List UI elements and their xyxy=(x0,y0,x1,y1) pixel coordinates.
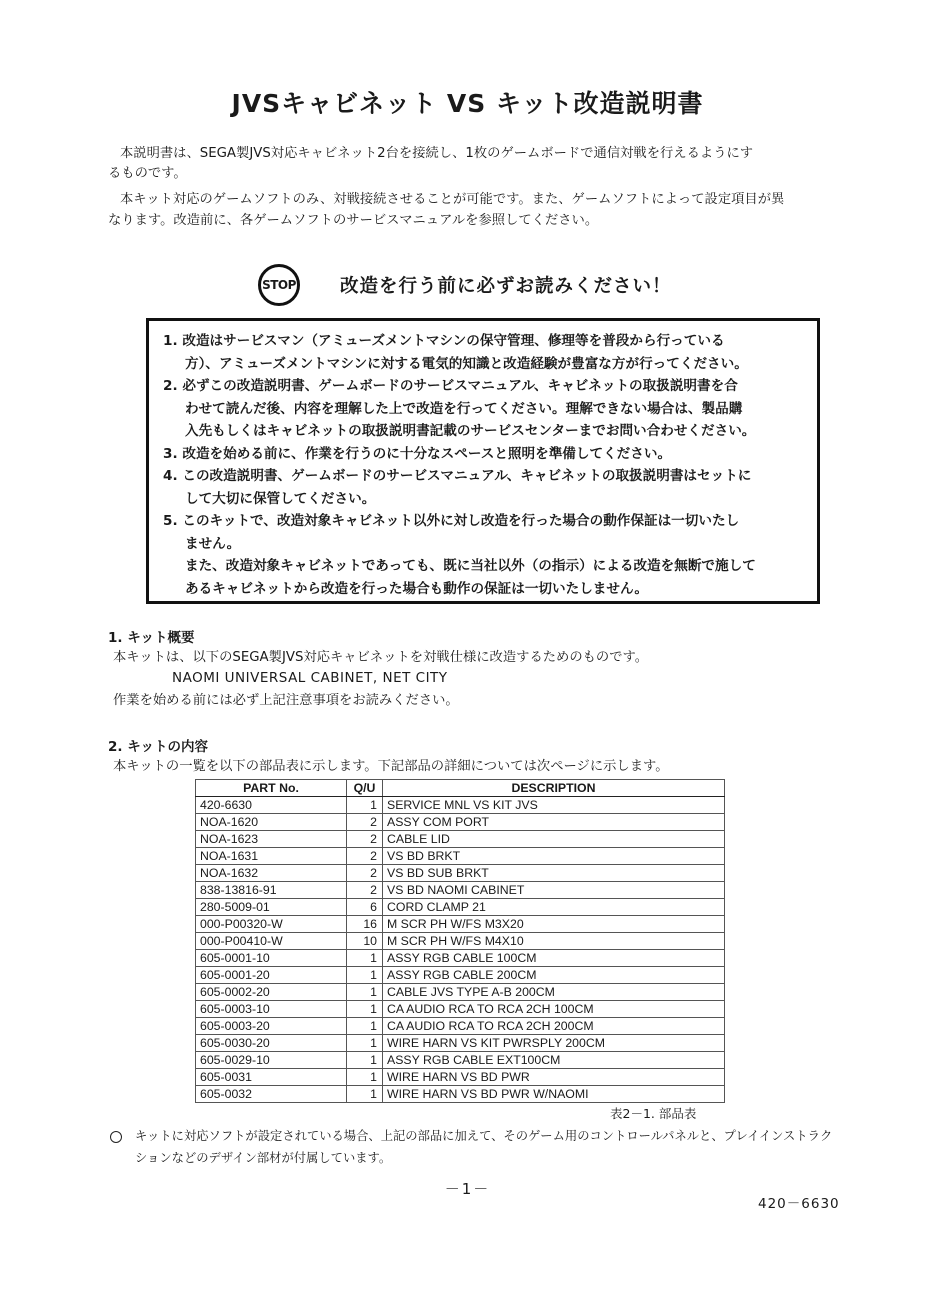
quantity-cell: 2 xyxy=(347,882,383,899)
description-cell: CABLE LID xyxy=(383,831,725,848)
quantity-cell: 10 xyxy=(347,933,383,950)
description-cell: ASSY RGB CABLE 200CM xyxy=(383,967,725,984)
description-cell: WIRE HARN VS BD PWR W/NAOMI xyxy=(383,1086,725,1103)
warning-line: 2. 必ずこの改造説明書、ゲームボードのサービスマニュアル、キャビネットの取扱説明書を合 xyxy=(163,378,738,394)
table-row xyxy=(196,1035,725,1052)
part-number-cell: 605-0003-20 xyxy=(196,1018,347,1035)
quantity-cell: 1 xyxy=(347,1035,383,1052)
part-number-cell: NOA-1632 xyxy=(196,865,347,882)
description-cell: ASSY RGB CABLE 100CM xyxy=(383,950,725,967)
section2-heading: 2. キットの内容 xyxy=(108,739,208,755)
warning-box xyxy=(146,318,820,604)
description-cell: VS BD NAOMI CABINET xyxy=(383,882,725,899)
description-cell: CA AUDIO RCA TO RCA 2CH 100CM xyxy=(383,1001,725,1018)
table-caption: 表2－1. 部品表 xyxy=(610,1106,697,1121)
part-number-cell: 605-0032 xyxy=(196,1086,347,1103)
table-row xyxy=(196,848,725,865)
description-cell: WIRE HARN VS KIT PWRSPLY 200CM xyxy=(383,1035,725,1052)
warning-line: ません。 xyxy=(185,535,241,552)
table-row xyxy=(196,882,725,899)
table-row xyxy=(196,1001,725,1018)
quantity-cell: 2 xyxy=(347,865,383,882)
section1-notice: 作業を始める前には必ず上記注意事項をお読みください。 xyxy=(113,693,459,708)
stop-icon: STOP xyxy=(258,264,300,306)
warning-line: 入先もしくはキャビネットの取扱説明書記載のサービスセンターまでお問い合わせください。 xyxy=(185,423,756,439)
quantity-cell: 1 xyxy=(347,1052,383,1069)
warning-line: わせて読んだ後、内容を理解した上で改造を行ってください。理解できない場合は、製品購 xyxy=(185,400,743,417)
warning-line: 方）、アミューズメントマシンに対する電気的知識と改造経験が豊富な方が行ってください。 xyxy=(185,355,748,372)
document-number: 420－6630 xyxy=(758,1196,840,1212)
table-row xyxy=(196,1069,725,1086)
description-cell: CORD CLAMP 21 xyxy=(383,899,725,916)
note-line-2: ションなどのデザイン部材が付属しています。 xyxy=(135,1151,392,1165)
table-row xyxy=(196,1018,725,1035)
header-qu: Q/U xyxy=(347,780,383,797)
part-number-cell: NOA-1623 xyxy=(196,831,347,848)
quantity-cell: 1 xyxy=(347,797,383,814)
warning-line: あるキャビネットから改造を行った場合も動作の保証は一切いたしません。 xyxy=(185,580,649,597)
table-row xyxy=(196,899,725,916)
note-line-1: キットに対応ソフトが設定されている場合、上記の部品に加えて、そのゲーム用のコントロールパネルと、プレイインストラク xyxy=(135,1129,833,1143)
quantity-cell: 1 xyxy=(347,1018,383,1035)
description-cell: VS BD SUB BRKT xyxy=(383,865,725,882)
description-cell: VS BD BRKT xyxy=(383,848,725,865)
part-number-cell: 000-P00410-W xyxy=(196,933,347,950)
description-cell: SERVICE MNL VS KIT JVS xyxy=(383,797,725,814)
quantity-cell: 2 xyxy=(347,831,383,848)
quantity-cell: 1 xyxy=(347,1069,383,1086)
section1-text: 本キットは、以下のSEGA製JVS対応キャビネットを対戦仕様に改造するためのものです。 xyxy=(113,650,649,665)
parts-table xyxy=(195,779,725,1103)
description-cell: M SCR PH W/FS M3X20 xyxy=(383,916,725,933)
section2-text: 本キットの一覧を以下の部品表に示します。下記部品の詳細については次ページに示します。 xyxy=(113,759,669,774)
table-header-row xyxy=(196,780,725,797)
part-number-cell: 605-0002-20 xyxy=(196,984,347,1001)
quantity-cell: 6 xyxy=(347,899,383,916)
part-number-cell: 605-0001-20 xyxy=(196,967,347,984)
part-number-cell: 605-0003-10 xyxy=(196,1001,347,1018)
warning-header xyxy=(258,262,672,308)
table-row xyxy=(196,984,725,1001)
page-number: －1－ xyxy=(444,1180,491,1198)
quantity-cell: 2 xyxy=(347,814,383,831)
table-row xyxy=(196,814,725,831)
intro-line-4: なります。改造前に、各ゲームソフトのサービスマニュアルを参照してください。 xyxy=(108,213,599,228)
quantity-cell: 16 xyxy=(347,916,383,933)
warning-line: また、改造対象キャビネットであっても、既に当社以外（の指示）による改造を無断で施して xyxy=(185,558,756,574)
warning-line: 4. この改造説明書、ゲームボードのサービスマニュアル、キャビネットの取扱説明書はセットに xyxy=(163,468,752,484)
part-number-cell: 000-P00320-W xyxy=(196,916,347,933)
part-number-cell: NOA-1631 xyxy=(196,848,347,865)
part-number-cell: 420-6630 xyxy=(196,797,347,814)
part-number-cell: 605-0031 xyxy=(196,1069,347,1086)
description-cell: ASSY RGB CABLE EXT100CM xyxy=(383,1052,725,1069)
intro-line-3: 本キット対応のゲームソフトのみ、対戦接続させることが可能です。また、ゲームソフトによって設定項目が異 xyxy=(120,192,785,207)
table-row xyxy=(196,865,725,882)
description-cell: M SCR PH W/FS M4X10 xyxy=(383,933,725,950)
section1-heading: 1. キット概要 xyxy=(108,630,195,646)
part-number-cell: 605-0030-20 xyxy=(196,1035,347,1052)
part-number-cell: NOA-1620 xyxy=(196,814,347,831)
warning-heading: 改造を行う前に必ずお読みください！ xyxy=(340,276,672,297)
quantity-cell: 1 xyxy=(347,984,383,1001)
intro-line-2: るものです。 xyxy=(108,166,187,181)
table-row xyxy=(196,1052,725,1069)
header-description: DESCRIPTION xyxy=(383,780,725,797)
cabinet-list: NAOMI UNIVERSAL CABINET, NET CITY xyxy=(172,670,448,686)
part-number-cell: 280-5009-01 xyxy=(196,899,347,916)
quantity-cell: 1 xyxy=(347,967,383,984)
circle-bullet-icon xyxy=(110,1131,122,1143)
description-cell: CA AUDIO RCA TO RCA 2CH 200CM xyxy=(383,1018,725,1035)
table-row xyxy=(196,1086,725,1103)
warning-line: 1. 改造はサービスマン（アミューズメントマシンの保守管理、修理等を普段から行っている xyxy=(163,333,725,349)
table-row xyxy=(196,831,725,848)
table-row xyxy=(196,967,725,984)
quantity-cell: 2 xyxy=(347,848,383,865)
quantity-cell: 1 xyxy=(347,1001,383,1018)
warning-line: して大切に保管してください。 xyxy=(185,490,376,507)
header-part-no: PART No. xyxy=(196,780,347,797)
intro-line-1: 本説明書は、SEGA製JVS対応キャビネット2台を接続し、1枚のゲームボードで通信対戦を行えるようにす xyxy=(120,146,754,161)
description-cell: ASSY COM PORT xyxy=(383,814,725,831)
part-number-cell: 605-0029-10 xyxy=(196,1052,347,1069)
part-number-cell: 838-13816-91 xyxy=(196,882,347,899)
document-title: JVSキャビネット VS キット改造説明書 xyxy=(231,89,704,118)
table-row xyxy=(196,797,725,814)
table-row xyxy=(196,950,725,967)
table-row xyxy=(196,916,725,933)
description-cell: WIRE HARN VS BD PWR xyxy=(383,1069,725,1086)
quantity-cell: 1 xyxy=(347,950,383,967)
part-number-cell: 605-0001-10 xyxy=(196,950,347,967)
description-cell: CABLE JVS TYPE A-B 200CM xyxy=(383,984,725,1001)
warning-line: 3. 改造を始める前に、作業を行うのに十分なスペースと照明を準備してください。 xyxy=(163,445,672,462)
quantity-cell: 1 xyxy=(347,1086,383,1103)
table-row xyxy=(196,933,725,950)
warning-line: 5. このキットで、改造対象キャビネット以外に対し改造を行った場合の動作保証は一切いたし xyxy=(163,513,740,529)
